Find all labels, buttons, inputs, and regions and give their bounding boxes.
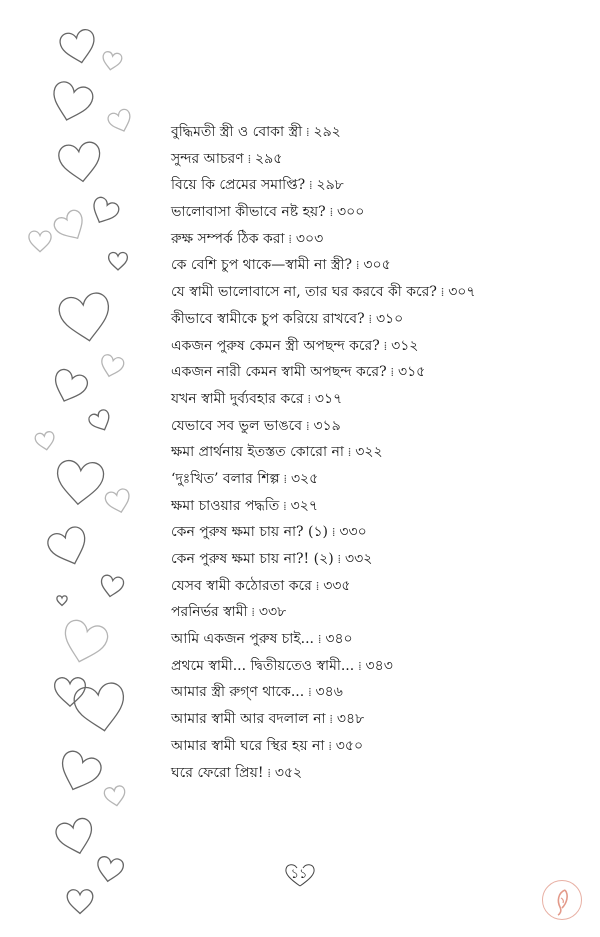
toc-entry-title: আমার স্বামী ঘরে স্থির হয় না — [171, 737, 325, 754]
toc-entry — [171, 706, 591, 733]
toc-entry-page: ৩০৫ — [363, 257, 391, 274]
heart-outline-icon — [55, 678, 86, 707]
page-number — [282, 862, 318, 888]
toc-entry-title: কীভাবে স্বামীকে চুপ করিয়ে রাখবে? — [171, 310, 365, 327]
toc-separator: ⁞ — [283, 471, 287, 486]
toc-separator: ⁞ — [318, 632, 322, 647]
toc-entry-page: ৩৫২ — [274, 764, 303, 781]
toc-entry-page: ৩০০ — [337, 204, 365, 221]
toc-entry-title: আমার স্ত্রী রুগ্‌ণ থাকে... — [171, 684, 305, 701]
toc-entry-page: ৩৪৬ — [315, 684, 343, 701]
toc-entry-page: ৩৩০ — [339, 524, 367, 541]
toc-entry — [171, 199, 591, 226]
heart-outline-icon — [98, 354, 125, 380]
heart-outline-icon — [55, 460, 105, 507]
heart-outline-icon — [57, 291, 114, 345]
toc-entry-title: আমার স্বামী আর বদলাল না — [171, 711, 326, 728]
toc-entry — [171, 306, 591, 333]
publisher-logo — [542, 880, 582, 920]
heart-outline-icon — [58, 28, 98, 66]
heart-outline-icon — [48, 80, 95, 125]
toc-entry-page: ৩৩৫ — [323, 577, 351, 594]
toc-separator: ⁞ — [251, 605, 255, 620]
toc-separator: ⁞ — [440, 285, 445, 300]
toc-entry-title: পরনির্ভর স্বামী — [171, 604, 248, 621]
toc-entry-page: ৩৪৩ — [365, 657, 393, 674]
toc-entry — [171, 653, 591, 680]
heart-outline-icon — [99, 574, 124, 598]
toc-entry-title: আমি একজন পুরুষ চাই... — [171, 631, 314, 648]
toc-separator: ⁞ — [358, 658, 362, 673]
toc-entry-page: ৩৫০ — [335, 737, 364, 754]
toc-separator: ⁞ — [307, 391, 311, 406]
toc-separator: ⁞ — [329, 712, 333, 727]
toc-entry-title: কেন পুরুষ ক্ষমা চায় না? (১) — [171, 524, 329, 541]
toc-entry — [171, 172, 591, 199]
toc-entry — [171, 493, 591, 520]
heart-outline-icon — [29, 231, 51, 252]
toc-entry-page: ৩০৭ — [448, 284, 476, 301]
toc-separator: ⁞ — [383, 338, 388, 353]
heart-outline-icon — [107, 108, 135, 135]
heart-outline-icon — [88, 195, 121, 227]
toc-entry — [171, 359, 591, 386]
toc-entry-title: কেন পুরুষ ক্ষমা চায় না?! (২) — [171, 551, 334, 567]
toc-entry-title: ক্ষমা প্রার্থনায় ইতস্তত কোরো না — [171, 444, 344, 461]
toc-entry-title: যেসব স্বামী কঠোরতা করে — [171, 577, 312, 594]
heart-outline-icon — [57, 596, 67, 606]
toc-entry-page: ৩১৫ — [397, 364, 426, 381]
toc-entry — [171, 626, 591, 653]
toc-separator: ⁞ — [315, 578, 320, 593]
toc-entry — [171, 679, 591, 706]
toc-entry — [171, 466, 591, 493]
heart-outline-icon — [104, 488, 133, 516]
toc-entry — [171, 439, 591, 466]
toc-separator: ⁞ — [308, 685, 312, 700]
toc-entry-title: ‘দুঃখিত’ বলার শিল্প — [171, 470, 280, 487]
toc-entry-title: যে স্বামী ভালোবাসে না, তার ঘর করবে কী করে? — [171, 284, 437, 301]
toc-entry — [171, 146, 591, 173]
toc-separator: ⁞ — [337, 552, 342, 566]
toc-entry — [171, 546, 591, 573]
toc-separator: ⁞ — [267, 765, 271, 780]
toc-separator: ⁞ — [368, 311, 372, 326]
toc-separator: ⁞ — [306, 125, 310, 139]
toc-entry-page: ২৯৮ — [316, 177, 344, 194]
toc-entry-page: ৩১০ — [375, 310, 404, 327]
heart-outline-icon — [72, 681, 129, 735]
toc-separator: ⁞ — [247, 151, 252, 166]
toc-entry-title: বিয়ে কি প্রেমের সমাপ্তি? — [171, 177, 306, 194]
toc-entry-page: ৩১৭ — [314, 390, 343, 407]
heart-outline-icon — [57, 141, 103, 184]
heart-outline-icon — [45, 524, 92, 570]
toc-separator: ⁞ — [356, 258, 360, 273]
toc-entry — [171, 599, 591, 626]
toc-entry — [171, 573, 591, 600]
heart-outline-icon — [54, 816, 97, 857]
heart-outline-icon — [59, 618, 110, 667]
toc-entry — [171, 760, 591, 787]
toc-entry-title: ক্ষমা চাওয়ার পদ্ধতি — [171, 497, 280, 514]
table-of-contents — [171, 119, 591, 786]
heart-border-decoration — [0, 0, 150, 937]
heart-outline-icon — [109, 252, 128, 269]
heart-outline-icon — [95, 856, 124, 884]
heart-outline-icon — [87, 408, 114, 434]
toc-entry — [171, 519, 591, 546]
toc-entry — [171, 386, 591, 413]
toc-entry-page: ৩২৫ — [290, 470, 319, 487]
heart-outline-icon — [54, 749, 103, 797]
toc-separator: ⁞ — [283, 498, 287, 513]
toc-entry-page: ৩১৯ — [313, 417, 341, 434]
toc-separator: ⁞ — [309, 178, 313, 193]
toc-entry — [171, 733, 591, 760]
toc-entry-title: যখন স্বামী দুর্ব্যবহার করে — [171, 390, 304, 407]
toc-entry — [171, 333, 591, 360]
toc-entry-title: সুন্দর আচরণ — [171, 150, 244, 167]
toc-separator: ⁞ — [390, 365, 394, 380]
toc-entry-page: ৩৪০ — [325, 631, 353, 648]
page-number-text: ১১ — [290, 867, 308, 882]
heart-outline-icon — [101, 51, 123, 71]
toc-entry-page: ৩৪৮ — [336, 711, 365, 728]
toc-entry-page: ৩২২ — [355, 444, 383, 461]
toc-entry — [171, 252, 591, 279]
toc-entry-page: ৩১২ — [391, 337, 419, 354]
toc-entry-page: ৩৩২ — [345, 551, 373, 567]
toc-separator: ⁞ — [288, 231, 292, 246]
heart-outline-icon — [34, 431, 56, 451]
heart-outline-icon — [49, 367, 90, 406]
toc-entry-page: ২৯৫ — [255, 150, 283, 167]
toc-separator: ⁞ — [306, 418, 310, 433]
toc-entry — [171, 413, 591, 440]
toc-entry — [171, 279, 591, 306]
toc-entry-page: ৩৩৮ — [258, 604, 287, 621]
toc-entry — [171, 226, 591, 253]
heart-outline-icon — [67, 890, 93, 914]
toc-separator: ⁞ — [328, 738, 332, 753]
toc-entry-title: ঘরে ফেরো প্রিয়! — [171, 764, 264, 781]
heart-outline-icon — [103, 785, 126, 807]
toc-entry-title: একজন নারী কেমন স্বামী অপছন্দ করে? — [171, 364, 387, 381]
toc-entry-page: ৩২৭ — [290, 497, 318, 514]
quill-logo-icon — [543, 881, 583, 921]
toc-entry — [171, 119, 591, 146]
toc-entry-title: রুক্ষ সম্পর্ক ঠিক করা — [171, 230, 285, 247]
toc-entry-title: প্রথমে স্বামী... দ্বিতীয়তেও স্বামী... — [171, 657, 355, 674]
toc-separator: ⁞ — [332, 525, 336, 540]
toc-separator: ⁞ — [329, 205, 334, 220]
toc-separator: ⁞ — [347, 445, 352, 460]
toc-entry-page: ৩০৩ — [295, 230, 324, 247]
toc-entry-title: যেভাবে সব ভুল ভাঙবে — [171, 417, 303, 434]
toc-entry-page: ২৯২ — [313, 124, 341, 140]
toc-entry-title: ভালোবাসা কীভাবে নষ্ট হয়? — [171, 204, 326, 221]
toc-entry-title: একজন পুরুষ কেমন স্ত্রী অপছন্দ করে? — [171, 337, 380, 354]
heart-outline-icon — [52, 208, 91, 246]
toc-entry-title: কে বেশি চুপ থাকে—স্বামী না স্ত্রী? — [171, 257, 353, 274]
toc-entry-title: বুদ্ধিমতী স্ত্রী ও বোকা স্ত্রী — [171, 124, 303, 140]
